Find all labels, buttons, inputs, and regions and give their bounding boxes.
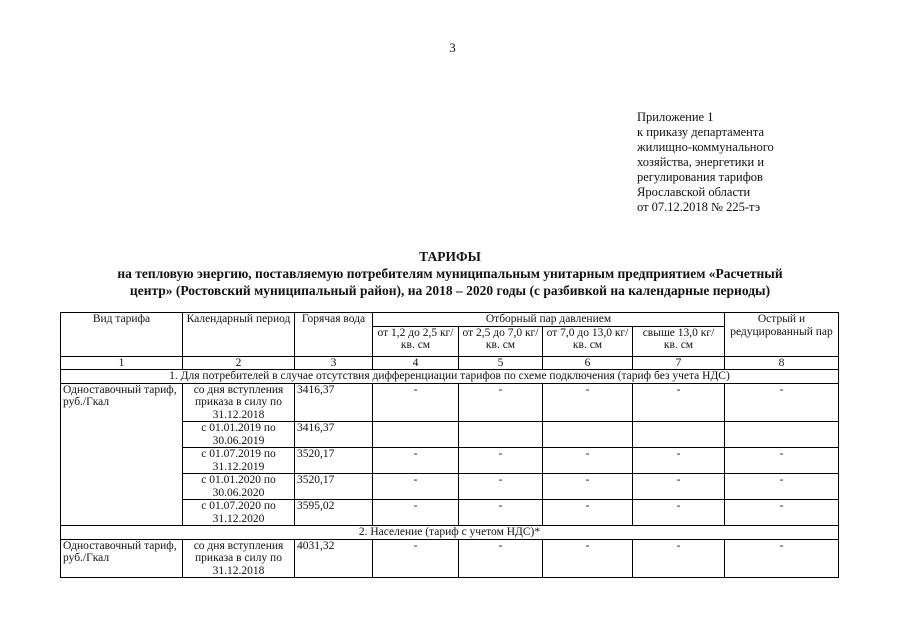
column-number-row <box>61 356 839 370</box>
appendix-line: жилищно-коммунального <box>637 140 774 154</box>
steam-1-cell <box>373 422 459 448</box>
steam-1-cell: - <box>373 448 459 474</box>
steam-2-cell: - <box>459 448 543 474</box>
steam-2-cell: - <box>459 539 543 578</box>
hot-water-cell: 3416,37 <box>295 422 373 448</box>
table-row <box>61 539 839 578</box>
title-heading: ТАРИФЫ <box>419 249 481 264</box>
steam-1-cell: - <box>373 539 459 578</box>
appendix-line: хозяйства, энергетики и <box>637 155 765 169</box>
period-cell: с 01.01.2020 по 30.06.2020 <box>183 474 295 500</box>
column-number: 2 <box>183 356 295 370</box>
sharp-steam-cell: - <box>725 474 839 500</box>
header-period: Календарный период <box>183 313 295 357</box>
title-line: центр» (Ростовский муниципальный район), на 2018 – 2020 годы (с разбивкой на календарные периоды) <box>129 283 771 298</box>
steam-3-cell <box>543 422 633 448</box>
sharp-steam-cell: - <box>725 383 839 422</box>
sharp-steam-cell: - <box>725 500 839 526</box>
header-sharp-steam: Острый и редуцированный пар <box>725 313 839 357</box>
header-steam-3: от 7,0 до 13,0 кг/ кв. см <box>543 326 633 356</box>
period-cell: с 01.07.2019 по 31.12.2019 <box>183 448 295 474</box>
hot-water-cell: 4031,32 <box>295 539 373 578</box>
column-number: 8 <box>725 356 839 370</box>
steam-3-cell: - <box>543 500 633 526</box>
steam-4-cell: - <box>633 539 725 578</box>
steam-3-cell: - <box>543 383 633 422</box>
header-steam-group: Отборный пар давлением <box>373 313 725 327</box>
steam-3-cell: - <box>543 474 633 500</box>
appendix-line: регулирования тарифов <box>637 170 763 184</box>
steam-4-cell: - <box>633 500 725 526</box>
period-cell: с 01.07.2020 по 31.12.2020 <box>183 500 295 526</box>
tariff-table <box>60 312 839 578</box>
header-tariff-type: Вид тарифа <box>61 313 183 357</box>
steam-3-cell: - <box>543 539 633 578</box>
hot-water-cell: 3520,17 <box>295 448 373 474</box>
sharp-steam-cell: - <box>725 539 839 578</box>
steam-4-cell: - <box>633 383 725 422</box>
period-cell: с 01.01.2019 по 30.06.2019 <box>183 422 295 448</box>
appendix-block <box>637 110 774 215</box>
hot-water-cell: 3595,02 <box>295 500 373 526</box>
steam-3-cell: - <box>543 448 633 474</box>
appendix-line: к приказу департамента <box>637 125 765 139</box>
sharp-steam-cell: - <box>725 448 839 474</box>
appendix-line: Ярославской области <box>637 185 751 199</box>
column-number: 6 <box>543 356 633 370</box>
section-title: 2. Население (тариф с учетом НДС)* <box>61 526 839 540</box>
header-steam-1: от 1,2 до 2,5 кг/ кв. см <box>373 326 459 356</box>
hot-water-cell: 3416,37 <box>295 383 373 422</box>
steam-2-cell: - <box>459 474 543 500</box>
period-cell: со дня вступления приказа в силу по 31.12.2018 <box>183 539 295 578</box>
steam-4-cell <box>633 422 725 448</box>
tariff-type-cell: Одноставочный тариф, руб./Гкал <box>61 383 183 526</box>
tariff-type-cell: Одноставочный тариф, руб./Гкал <box>61 539 183 578</box>
column-number: 7 <box>633 356 725 370</box>
steam-1-cell: - <box>373 474 459 500</box>
hot-water-cell: 3520,17 <box>295 474 373 500</box>
steam-2-cell: - <box>459 383 543 422</box>
period-cell: со дня вступления приказа в силу по 31.12.2018 <box>183 383 295 422</box>
appendix-line: от 07.12.2018 № 225-тэ <box>637 200 761 214</box>
page-number: 3 <box>449 40 456 55</box>
section-row <box>61 370 839 384</box>
header-steam-2: от 2,5 до 7,0 кг/ кв. см <box>459 326 543 356</box>
sharp-steam-cell <box>725 422 839 448</box>
steam-2-cell: - <box>459 500 543 526</box>
title-line: на тепловую энергию, поставляемую потребителям муниципальным унитарным предприятием «Расчетный <box>117 266 783 281</box>
steam-1-cell: - <box>373 500 459 526</box>
section-row <box>61 526 839 540</box>
steam-4-cell: - <box>633 474 725 500</box>
appendix-line: Приложение 1 <box>637 110 714 124</box>
table-row <box>61 383 839 422</box>
header-steam-4: свыше 13,0 кг/ кв. см <box>633 326 725 356</box>
section-title: 1. Для потребителей в случае отсутствия дифференциации тарифов по схеме подключения (тариф без учета НДС) <box>61 370 839 384</box>
column-number: 3 <box>295 356 373 370</box>
steam-1-cell: - <box>373 383 459 422</box>
steam-4-cell: - <box>633 448 725 474</box>
column-number: 5 <box>459 356 543 370</box>
column-number: 1 <box>61 356 183 370</box>
steam-2-cell <box>459 422 543 448</box>
document-title <box>60 248 840 299</box>
header-hot-water: Горячая вода <box>295 313 373 357</box>
column-number: 4 <box>373 356 459 370</box>
